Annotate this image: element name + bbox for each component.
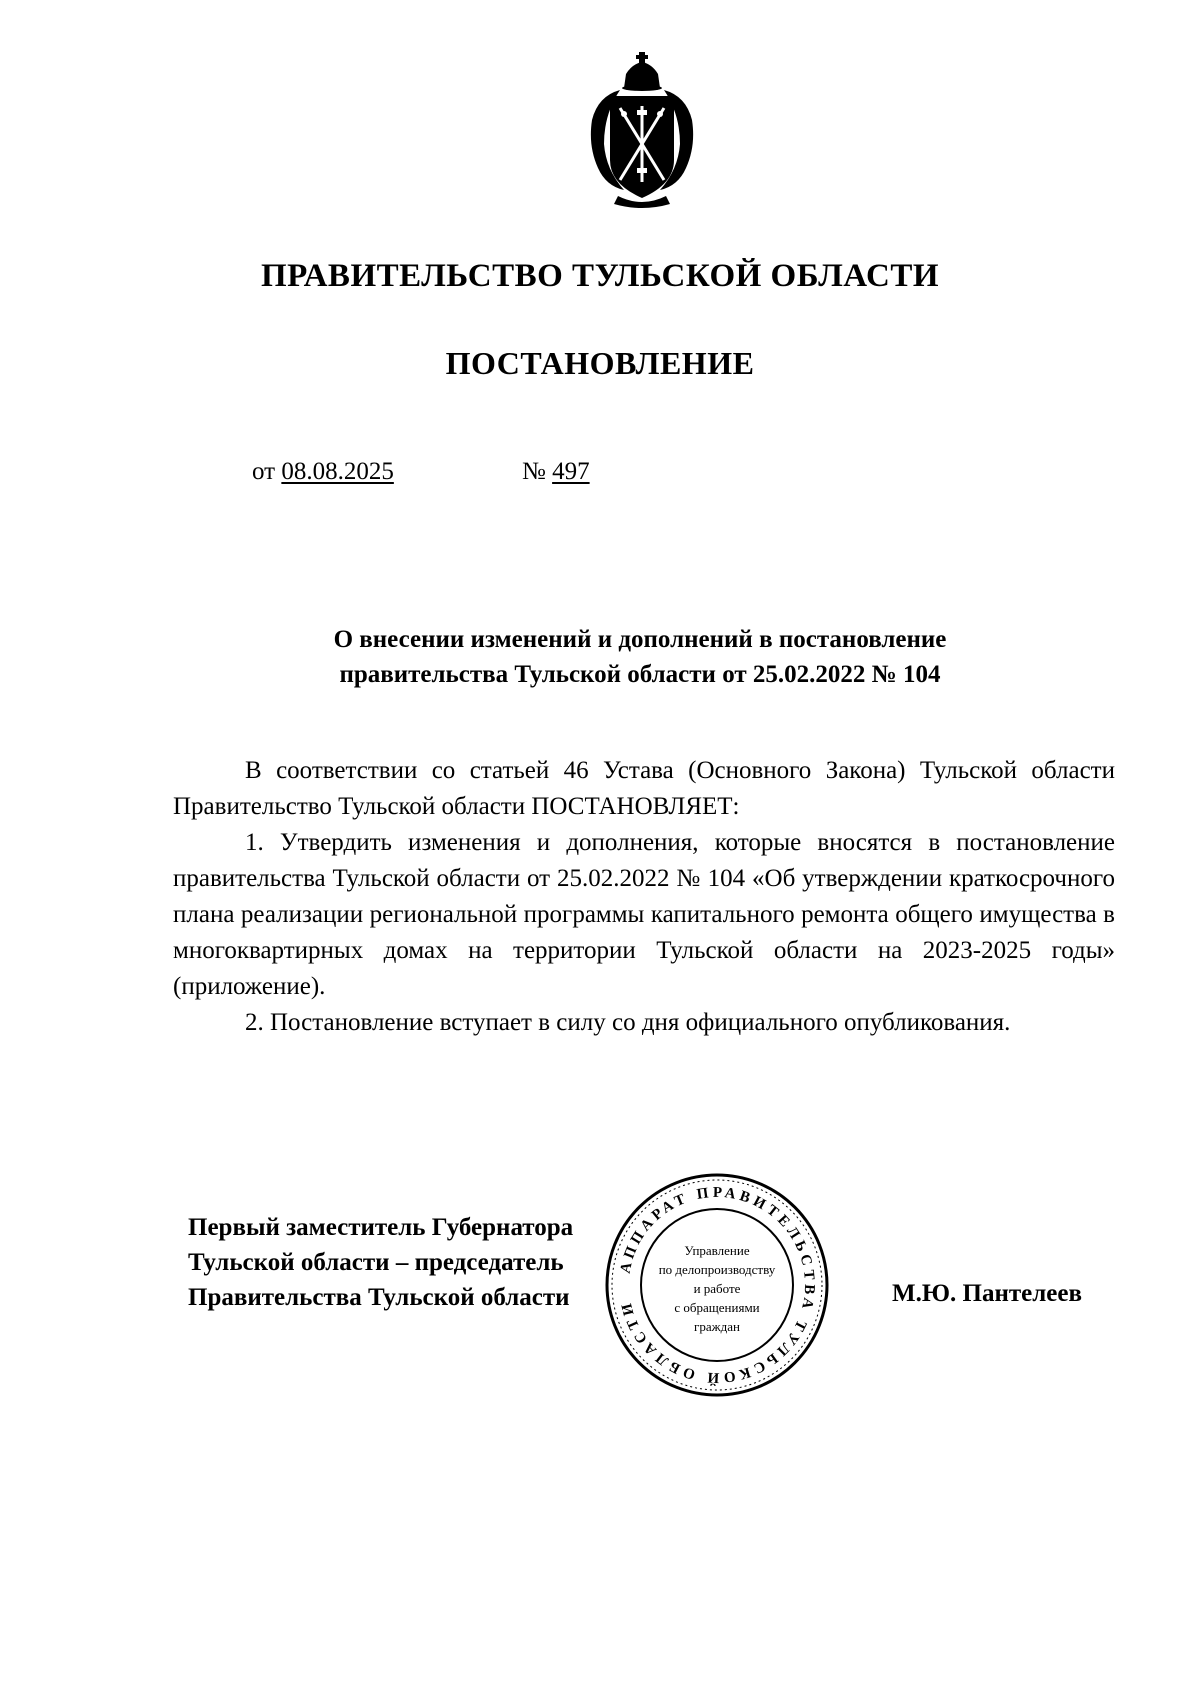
document-date-line xyxy=(252,458,394,486)
stamp-center-line-2: по делопроизводству xyxy=(658,1262,776,1277)
signer-position-line-2: Тульской области – председатель xyxy=(188,1249,564,1276)
subject-line-2: правительства Тульской области от 25.02.2022 № 104 xyxy=(339,661,941,688)
organization-title: ПРАВИТЕЛЬСТВО ТУЛЬСКОЙ ОБЛАСТИ xyxy=(261,258,939,294)
stamp-center-line-4: с обращениями xyxy=(674,1300,760,1315)
stamp-center-line-5: граждан xyxy=(694,1319,740,1334)
signer-name: М.Ю. Пантелеев xyxy=(892,1280,1082,1307)
document-number-line xyxy=(522,458,590,486)
date-prefix: от xyxy=(252,458,276,485)
signer-position-line-3: Правительства Тульской области xyxy=(188,1284,570,1311)
subject-line-1: О внесении изменений и дополнений в постановление xyxy=(333,626,947,653)
body-paragraph-item-2: 2. Постановление вступает в силу со дня официального опубликования. xyxy=(245,1009,1011,1036)
number-prefix: № xyxy=(522,458,546,485)
document-subject xyxy=(200,622,1080,692)
official-stamp xyxy=(602,1170,832,1400)
document-date: 08.08.2025 xyxy=(281,458,394,485)
signer-position-line-1: Первый заместитель Губернатора xyxy=(188,1214,574,1241)
body-paragraph-item-1: 1. Утвердить изменения и дополнения, которые вносятся в постановление правительства Тульской области от 25.02.2022 № 104 «Об утверждении краткосрочного плана реализации региональной программы капитального ремонта общего имущества в многоквартирных домах на территории Тульской области на 2023-2025 годы» (приложение). xyxy=(173,829,1115,1000)
stamp-ring-text: АППАРАТ ПРАВИТЕЛЬСТВА ТУЛЬСКОЙ ОБЛАСТИ xyxy=(617,1184,818,1386)
signer-position xyxy=(188,1210,573,1315)
document-type-title: ПОСТАНОВЛЕНИЕ xyxy=(445,345,755,381)
stamp-center-line-3: и работе xyxy=(693,1281,741,1296)
document-body xyxy=(173,753,1115,1041)
tula-region-coat-of-arms-icon xyxy=(584,50,700,210)
stamp-center-line-1: Управление xyxy=(684,1243,750,1258)
document-number: 497 xyxy=(552,458,590,485)
body-paragraph-preamble: В соответствии со статьей 46 Устава (Основного Закона) Тульской области Правительство Тульской области ПОСТАНОВЛЯЕТ: xyxy=(173,757,1115,820)
